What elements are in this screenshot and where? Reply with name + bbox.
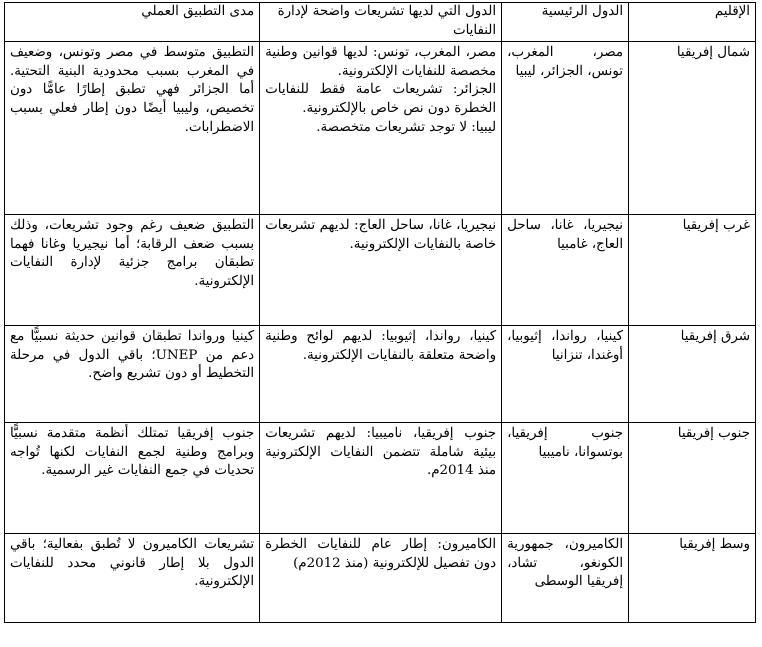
table-row [5, 215, 756, 326]
cell-practical-application: التطبيق ضعيف رغم وجود تشريعات، وذلك بسبب ضعف الرقابة؛ أما نيجيريا وغانا فهما تطبقان برامج جزئية لإدارة النفايات الإلكترونية. [5, 215, 260, 326]
cell-region: شمال إفريقيا [629, 42, 756, 215]
cell-region: شرق إفريقيا [629, 326, 756, 423]
cell-countries-with-laws [260, 215, 502, 326]
header-practical-application: مدى التطبيق العملي [5, 3, 260, 42]
cell-region: غرب إفريقيا [629, 215, 756, 326]
cell-countries-with-laws [260, 326, 502, 423]
laws-paragraph: نيجيريا، غانا، ساحل العاج: لديهم تشريعات خاصة بالنفايات الإلكترونية. [265, 218, 497, 252]
cell-practical-application: تشريعات الكاميرون لا تُطبق بفعالية؛ باقي الدول بلا إطار قانوني محدد للنفايات الإلكترونية. [5, 534, 260, 623]
laws-paragraph: ليبيا: لا توجد تشريعات متخصصة. [316, 119, 497, 135]
cell-practical-application: جنوب إفريقيا تمتلك أنظمة متقدمة نسبيًّا وبرامج وطنية لجمع النفايات لكنها تُواجه تحديات في جمع النفايات غير الرسمية. [5, 423, 260, 534]
laws-paragraph: مصر، المغرب، تونس: لديها قوانين وطنية مخصصة للنفايات الإلكترونية. [265, 45, 497, 79]
cell-countries-with-laws [260, 42, 502, 215]
cell-countries-with-laws [260, 423, 502, 534]
laws-paragraph: جنوب إفريقيا، ناميبيا: لديهم تشريعات بيئية شاملة تتضمن النفايات الإلكترونية منذ 2014م. [265, 426, 497, 479]
table-header-row [5, 3, 756, 42]
laws-paragraph: الجزائر: تشريعات عامة فقط للنفايات الخطرة دون نص خاص بالإلكترونية. [265, 82, 497, 116]
header-main-countries: الدول الرئيسية [502, 3, 629, 42]
cell-main-countries: جنوب إفريقيا، بوتسوانا، ناميبيا [502, 423, 629, 534]
cell-main-countries: مصر، المغرب، تونس، الجزائر، ليبيا [502, 42, 629, 215]
cell-region: وسط إفريقيا [629, 534, 756, 623]
african-e-waste-legislation-table [4, 2, 756, 623]
cell-practical-application: كينيا ورواندا تطبقان قوانين حديثة نسبيًّا مع دعم من UNEP؛ باقي الدول في مرحلة التخطيط أو دون تشريع واضح. [5, 326, 260, 423]
cell-main-countries: الكاميرون، جمهورية الكونغو، تشاد، إفريقيا الوسطى [502, 534, 629, 623]
laws-paragraph: كينيا، رواندا، إثيوبيا: لديهم لوائح وطنية واضحة متعلقة بالنفايات الإلكترونية. [265, 329, 497, 363]
document-page [4, 2, 756, 623]
table-row [5, 42, 756, 215]
cell-main-countries: كينيا، رواندا، إثيوبيا، أوغندا، تنزانيا [502, 326, 629, 423]
cell-countries-with-laws [260, 534, 502, 623]
cell-practical-application: التطبيق متوسط في مصر وتونس، وضعيف في المغرب بسبب محدودية البنية التحتية. أما الجزائر فهي تطبق إطارًا عامًّا دون تخصيص، وليبيا أيضًا دون إطار فعلي بسبب الاضطرابات. [5, 42, 260, 215]
cell-main-countries: نيجيريا، غانا، ساحل العاج، غامبيا [502, 215, 629, 326]
header-region: الإقليم [629, 3, 756, 42]
table-row [5, 326, 756, 423]
table-row [5, 423, 756, 534]
table-row [5, 534, 756, 623]
laws-paragraph: الكاميرون: إطار عام للنفايات الخطرة دون تفصيل للإلكترونية (منذ 2012م) [265, 537, 497, 571]
header-countries-with-laws: الدول التي لديها تشريعات واضحة لإدارة النفايات [260, 3, 502, 42]
cell-region: جنوب إفريقيا [629, 423, 756, 534]
